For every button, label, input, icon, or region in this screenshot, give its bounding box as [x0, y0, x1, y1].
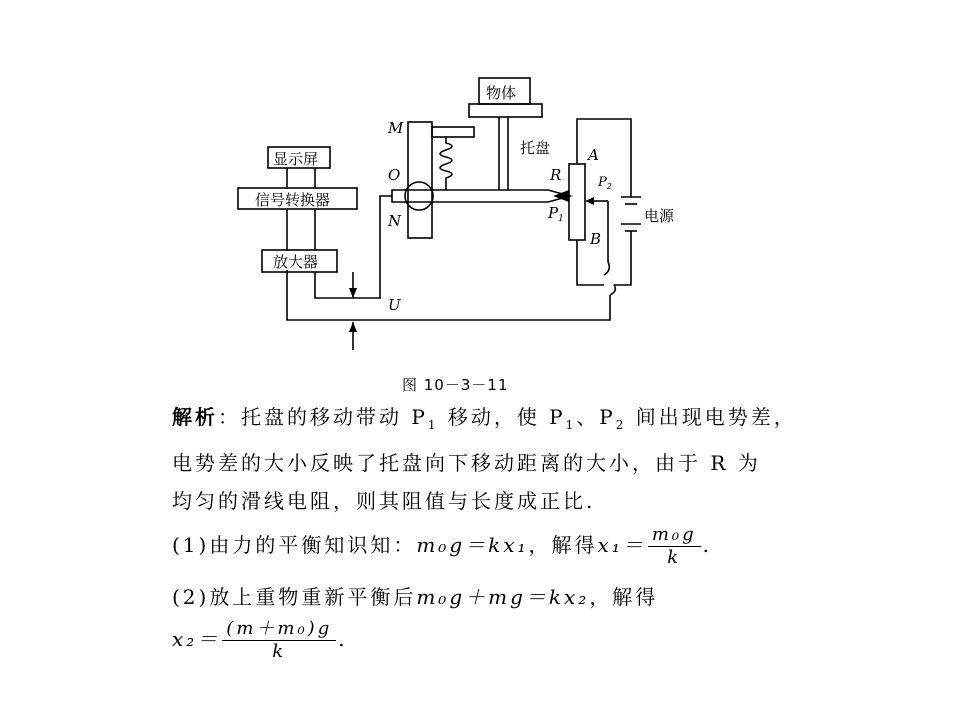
- analysis-text-1c: 、P: [576, 405, 616, 429]
- part1-fraction: [648, 524, 701, 569]
- part1-lhs: x₁＝: [597, 533, 646, 557]
- label-converter: 信号转换器: [255, 191, 331, 209]
- label-A: A: [588, 146, 599, 164]
- analysis-line-2: 电势差的大小反映了托盘向下移动距离的大小，由于 R 为: [172, 451, 761, 475]
- part1-mid: ，解得: [528, 533, 598, 557]
- part1-numerator: m₀g: [648, 524, 701, 547]
- analysis-paragraph: [172, 398, 812, 520]
- rod: [392, 190, 570, 202]
- analysis-line-3: 均匀的滑线电阻，则其阻值与长度成正比.: [172, 489, 596, 513]
- analysis-line-1: [172, 398, 812, 444]
- p2-subscript: 2: [615, 418, 627, 432]
- label-tray: 托盘: [520, 139, 551, 157]
- label-B: B: [590, 230, 602, 248]
- part2-equation: m₀g＋mg＝kx₂: [416, 585, 590, 609]
- analysis-text-1d: 间出现电势差，: [626, 405, 797, 429]
- part2-line: [172, 578, 812, 616]
- figure-caption: 图 10－3－11: [402, 376, 509, 394]
- part1-end: .: [702, 533, 713, 557]
- part1-prefix: (1)由力的平衡知识知：: [172, 533, 417, 557]
- part2-fraction: [222, 618, 336, 663]
- part1-equation: m₀g＝kx₁: [416, 533, 529, 557]
- label-P1: $P_1$: [548, 204, 564, 224]
- spring: [440, 137, 452, 190]
- analysis-text-1: 托盘的移动带动 P: [241, 405, 428, 429]
- part1-line: [172, 524, 812, 569]
- part2-result-line: [172, 618, 812, 663]
- label-N: N: [388, 212, 402, 230]
- label-display: 显示屏: [273, 150, 319, 168]
- part2-end: .: [338, 627, 348, 651]
- label-amplifier: 放大器: [273, 253, 319, 271]
- label-M: M: [388, 119, 404, 137]
- p1-subscript: 1: [427, 418, 439, 432]
- part2-mid: ，解得: [589, 585, 659, 609]
- support-bar: [408, 122, 432, 238]
- part2-lhs: x₂＝: [172, 627, 221, 651]
- part2-denominator: k: [272, 641, 287, 662]
- tray-plate: [469, 104, 542, 117]
- label-object: 物体: [486, 84, 517, 102]
- label-U: U: [388, 296, 401, 314]
- label-O: O: [388, 166, 401, 184]
- analysis-heading: 解析: [172, 405, 218, 429]
- analysis-text-1b: 移动，使 P: [438, 405, 566, 429]
- part2-prefix: (2)放上重物重新平衡后: [172, 585, 417, 609]
- analysis-colon: ：: [218, 405, 241, 429]
- resistor: [569, 164, 585, 240]
- label-R: R: [550, 166, 562, 184]
- label-power: 电源: [644, 207, 675, 225]
- part1-denominator: k: [667, 547, 682, 568]
- part2-numerator: (m＋m₀)g: [222, 618, 336, 641]
- label-P2: $P_2$: [598, 175, 612, 191]
- p1-subscript-b: 1: [565, 418, 577, 432]
- pivot-circle: [405, 182, 433, 210]
